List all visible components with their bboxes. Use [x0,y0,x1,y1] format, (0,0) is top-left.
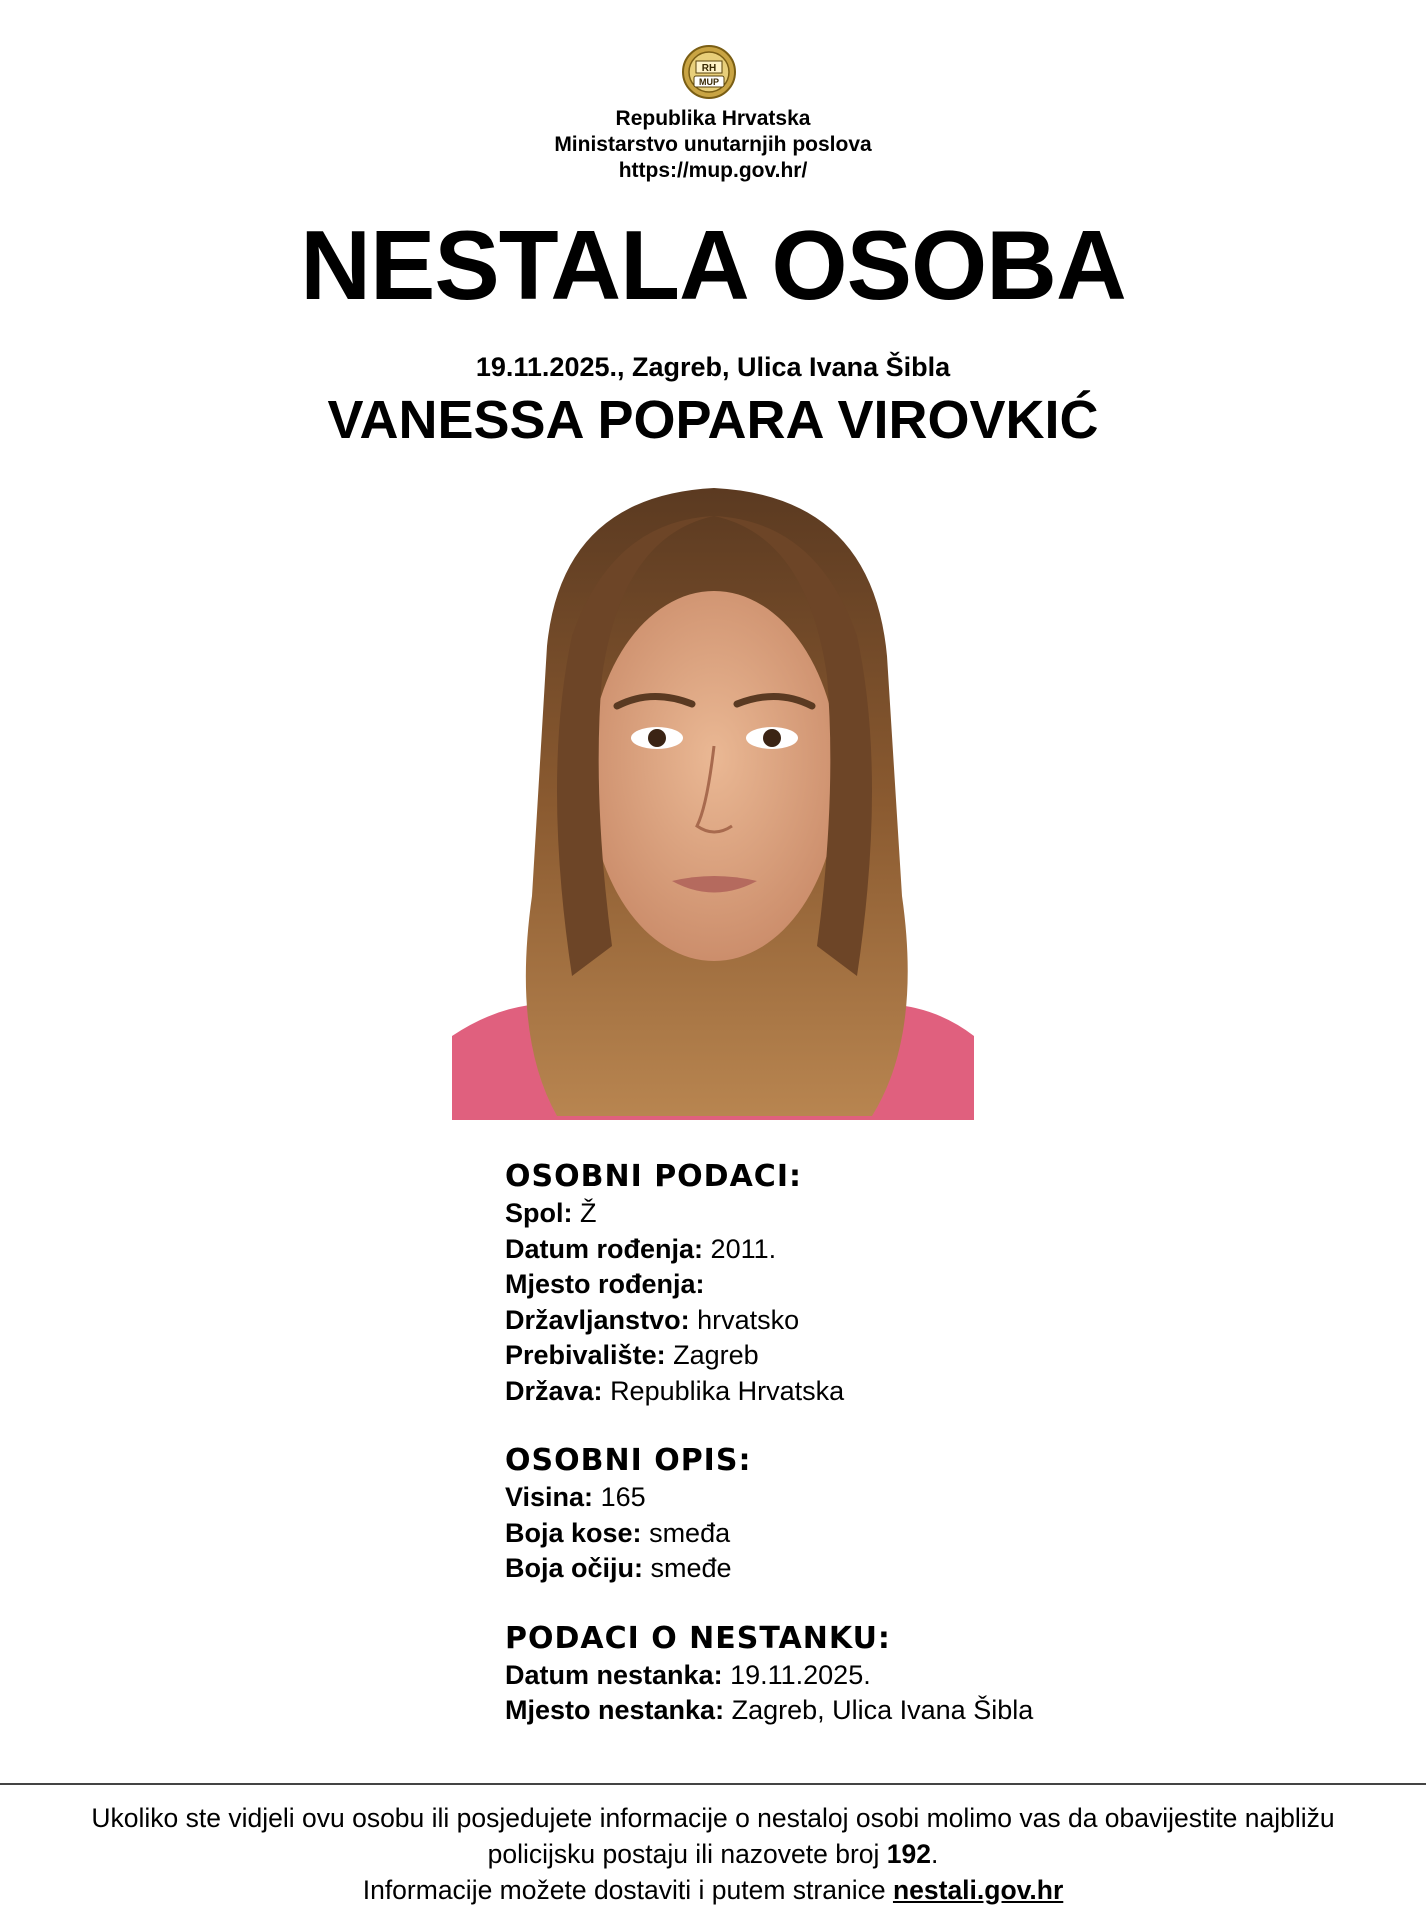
footer-line-1: Ukoliko ste vidjeli ovu osobu ili posjedujete informacije o nestaloj osobi molimo vas da obavijestite najbližu [91,1803,1335,1833]
footer-notice [0,1800,1426,1908]
section-disappearance [505,1620,1205,1729]
row-sex [505,1196,1205,1232]
field-label: Datum nestanka: [505,1659,723,1690]
row-citizenship [505,1303,1205,1339]
footer-line-3 [0,1872,1426,1908]
row-disappearance-place [505,1693,1205,1729]
page-title: NESTALA OSOBA [300,210,1126,320]
row-residence [505,1338,1205,1374]
row-hair-color [505,1516,1205,1552]
row-birth-date [505,1232,1205,1268]
row-disappearance-date [505,1658,1205,1694]
field-label: Boja očiju: [505,1553,644,1583]
field-label: Datum rođenja: [505,1233,704,1264]
logo-text-bottom: MUP [699,77,719,87]
field-value: Republika Hrvatska [610,1375,845,1406]
field-value: Zagreb, Ulica Ivana Šibla [731,1695,1034,1725]
footer-text: Informacije možete dostaviti i putem stranice [362,1875,893,1905]
section-personal [505,1158,1205,1409]
ministry-website[interactable]: https://mup.gov.hr/ [618,159,808,182]
field-value: hrvatsko [697,1304,800,1335]
section-description [505,1442,1205,1587]
field-value: Zagreb [673,1340,759,1370]
section-title: OSOBNI PODACI: [505,1159,802,1194]
field-label: Visina: [505,1482,594,1512]
row-height [505,1480,1205,1516]
field-value: Ž [580,1198,597,1228]
field-value: 165 [600,1482,646,1512]
field-label: Država: [505,1375,603,1406]
footer-text: policijsku postaju ili nazovete broj [487,1839,887,1869]
info-sections [505,1158,1205,1729]
portrait-photo [452,476,974,1120]
section-title: OSOBNI OPIS: [505,1443,752,1478]
phone-number: 192 [886,1839,932,1869]
footer-line-2 [0,1836,1426,1872]
field-label: Prebivalište: [505,1340,666,1370]
ministry-name: Ministarstvo unutarnjih poslova [554,133,872,156]
logo-text-top: RH [701,63,717,74]
row-country [505,1374,1205,1410]
field-value: 2011. [710,1233,777,1264]
row-eye-color [505,1551,1205,1587]
field-label: Državljanstvo: [505,1304,690,1335]
field-value: 19.11.2025. [730,1659,871,1690]
field-label: Spol: [505,1198,573,1228]
country-name: Republika Hrvatska [615,107,811,130]
nestali-link[interactable]: nestali.gov.hr [892,1875,1064,1905]
field-label: Mjesto nestanka: [505,1695,725,1725]
field-value: smeđa [649,1517,731,1548]
field-label: Boja kose: [505,1517,642,1548]
ministry-header [0,106,1426,184]
field-label: Mjesto rođenja: [505,1269,705,1299]
section-title: PODACI O NESTANKU: [505,1620,891,1656]
row-birth-place [505,1267,1205,1303]
footer-text: . [931,1839,939,1869]
field-value: smeđe [650,1553,732,1583]
event-line: 19.11.2025., Zagreb, Ulica Ivana Šibla [475,352,951,382]
mup-emblem-icon [678,44,740,102]
footer-divider [0,1783,1426,1785]
person-name: VANESSA POPARA VIROVKIĆ [327,390,1099,450]
